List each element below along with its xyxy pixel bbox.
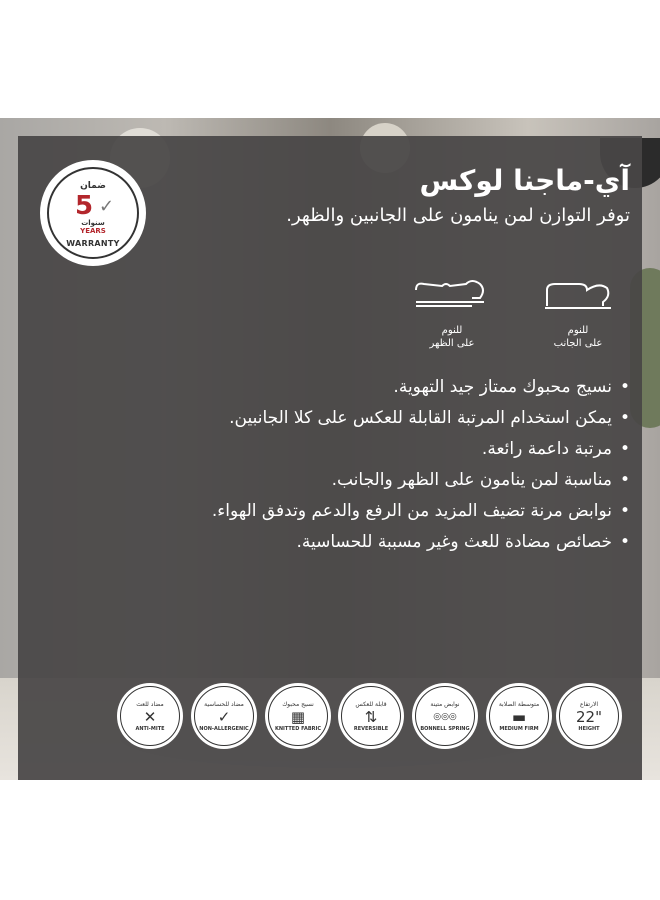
spec-en: MEDIUM FIRM [499,725,539,732]
sleep-label-line2: على الجانب [553,338,603,349]
feature-text: مناسبة لمن ينامون على الظهر والجانب. [331,470,612,490]
sleep-position-back [412,276,492,350]
spec-badge-knitted-fabric [265,683,331,749]
spec-badges [0,683,660,763]
spec-en: BONNELL SPRING [420,725,470,732]
anti-mite-icon: ✕ [143,707,157,726]
spec-en: KNITTED FABRIC [274,725,322,732]
spec-ar: نوابض متينة [430,700,460,708]
list-item [130,527,630,558]
warranty-badge [40,160,146,266]
bullet: • [619,439,630,459]
bullet: • [619,532,630,552]
sleep-label-line2: على الظهر [429,338,475,349]
warranty-number: 5 [75,191,94,221]
feature-text: خصائص مضادة للعث وغير مسببة للحساسية. [296,532,612,552]
list-item [130,403,630,434]
spec-ar: قابلة للعكس [355,700,387,708]
spec-ar: نسيج محبوك [282,700,314,708]
spec-en: REVERSIBLE [353,725,389,732]
spec-badge-bonnell-spring [412,683,478,749]
spec-badge-reversible [338,683,404,749]
spec-badge-medium-firm [486,683,552,749]
features-list [130,372,630,558]
feature-text: نسيج محبوك ممتاز جيد التهوية. [393,377,612,397]
warranty-years-ar: سنوات [81,219,105,227]
spec-en: ANTI-MITE [135,725,165,732]
list-item [130,434,630,465]
spec-badge-height [556,683,622,749]
spec-en: HEIGHT [578,725,600,732]
firmness-icon: ▬ [511,707,527,726]
feature-text: نوابض مرنة تضيف المزيد من الرفع والدعم وتدفق الهواء. [211,501,612,521]
sleep-label-line1: للنوم [567,325,589,336]
feature-text: مرتبة داعمة رائعة. [481,439,612,459]
back-sleeper-icon [412,276,492,320]
list-item [130,496,630,527]
list-item [130,372,630,403]
sleep-position-side [538,276,618,350]
spec-en: NON-ALLERGENIC [199,725,249,732]
product-title: آي-ماجنا لوكس [419,164,630,197]
warranty-years-en: YEARS [80,227,106,235]
spring-icon: ◎◎◎ [433,711,457,722]
height-icon: 22" [576,707,602,726]
feature-text: يمكن استخدام المرتبة القابلة للعكس على كلا الجانبين. [229,408,612,428]
side-sleeper-icon [543,276,613,320]
bullet: • [619,408,630,428]
warranty-top-text: ضمان [80,181,106,191]
sleep-label-line1: للنوم [441,325,463,336]
bullet: • [619,377,630,397]
fabric-icon: ▦ [290,707,306,726]
list-item [130,465,630,496]
spec-ar: متوسطة الصلابة [498,700,540,708]
warranty-ring [47,167,139,259]
product-subtitle: توفر التوازن لمن ينامون على الجانبين والظهر. [286,205,630,226]
non-allergenic-icon: ✓ [217,707,231,726]
warranty-label: WARRANTY [66,239,120,248]
spec-ar: مضاد للحساسية [204,700,244,708]
bullet: • [619,470,630,490]
spec-badge-anti-mite [117,683,183,749]
check-icon: ✓ [99,196,115,217]
bullet: • [619,501,630,521]
spec-ar: مضاد للعث [136,700,164,708]
reversible-icon: ⇅ [364,707,378,726]
spec-ar: الارتفاع [579,700,599,708]
spec-badge-non-allergenic [191,683,257,749]
